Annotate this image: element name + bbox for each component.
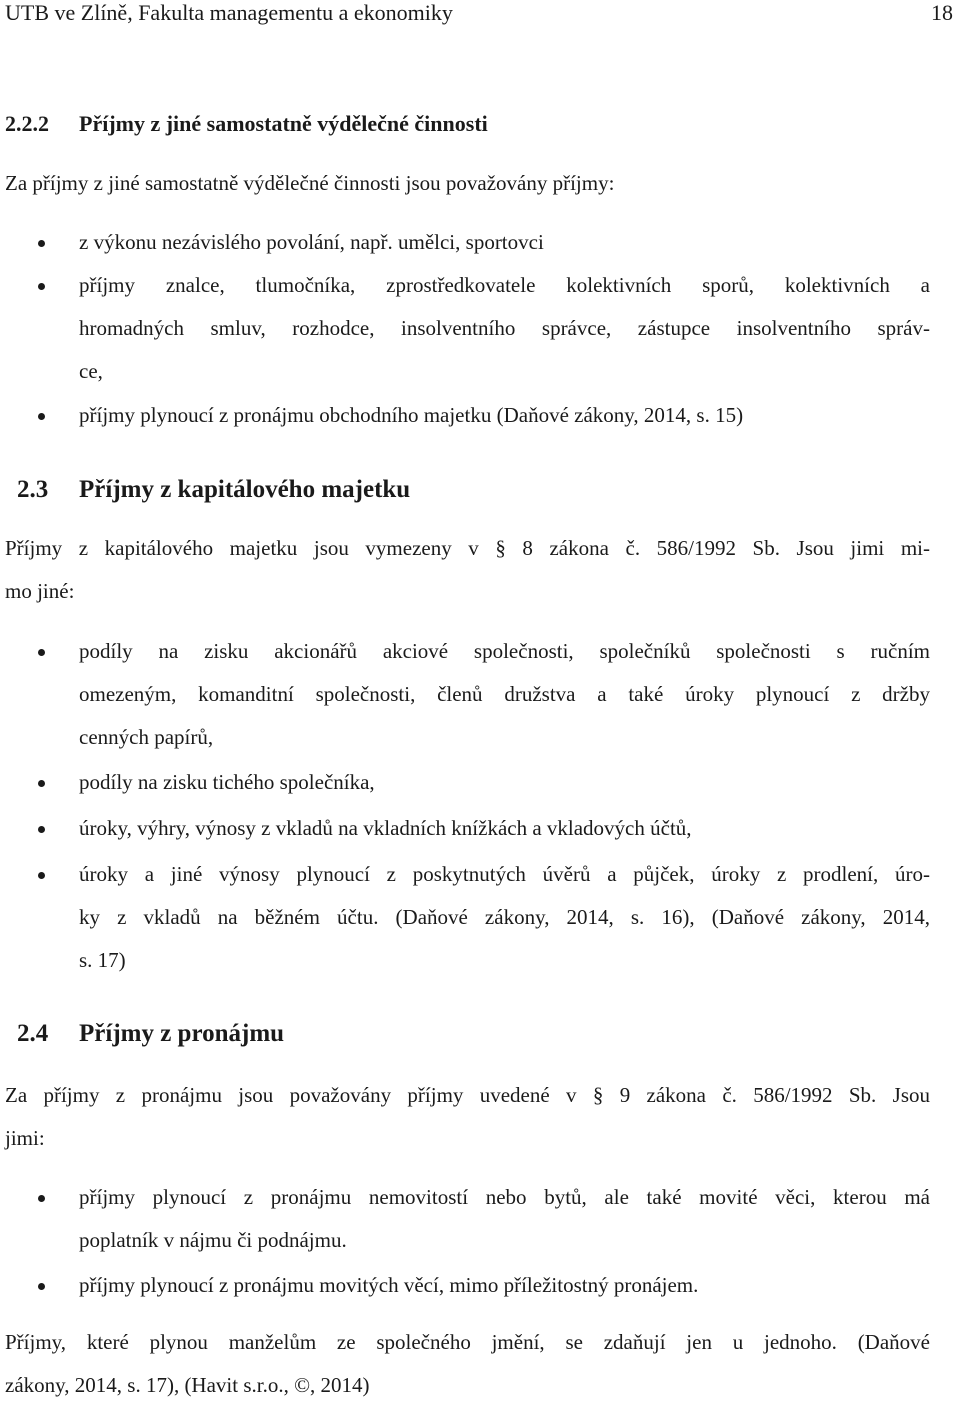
list-item-line: příjmy znalce, tlumočníka, zprostředkovatele kolektivních sporů, kolektivních a bbox=[79, 273, 930, 297]
page-number: 18 bbox=[931, 0, 953, 25]
paragraph-line: Příjmy z kapitálového majetku jsou vymezeny v § 8 zákona č. 586/1992 Sb. Jsou jimi mi- bbox=[5, 536, 930, 560]
list-item bbox=[79, 761, 930, 804]
paragraph-line: Příjmy, které plynou manželům ze společného jmění, se zdaňují jen u jednoho. (Daňové bbox=[5, 1330, 930, 1354]
header-title: UTB ve Zlíně, Fakulta managementu a ekonomiky bbox=[5, 0, 453, 25]
page-header bbox=[5, 0, 953, 30]
section-heading-2-2-2 bbox=[5, 110, 488, 138]
paragraph-line: Za příjmy z jiné samostatně výdělečné činnosti jsou považovány příjmy: bbox=[5, 171, 615, 195]
list-item bbox=[79, 264, 930, 393]
section-number: 2.2.2 bbox=[5, 111, 49, 136]
list-item bbox=[79, 1264, 930, 1307]
list-item bbox=[79, 394, 930, 437]
paragraph-line: Za příjmy z pronájmu jsou považovány příjmy uvedené v § 9 zákona č. 586/1992 Sb. Jsou bbox=[5, 1083, 930, 1107]
list-item-line: ky z vkladů na běžném účtu. (Daňové zákony, 2014, s. 16), (Daňové zákony, 2014, bbox=[79, 905, 930, 929]
list-item-line: s. 17) bbox=[79, 948, 126, 972]
list-item bbox=[79, 630, 930, 759]
bullet-icon bbox=[38, 780, 45, 787]
paragraph-line: zákony, 2014, s. 17), (Havit s.r.o., ©, 2014) bbox=[5, 1373, 370, 1397]
bullet-icon bbox=[38, 1283, 45, 1290]
list-item-line: z výkonu nezávislého povolání, např. umělci, sportovci bbox=[79, 230, 544, 254]
bullet-icon bbox=[38, 649, 45, 656]
bullet-icon bbox=[38, 283, 45, 290]
paragraph-line: jimi: bbox=[5, 1126, 45, 1150]
section-heading-2-4 bbox=[17, 1019, 284, 1049]
section-title: Příjmy z jiné samostatně výdělečné činnosti bbox=[79, 111, 488, 136]
list-item-line: poplatník v nájmu či podnájmu. bbox=[79, 1228, 347, 1252]
paragraph bbox=[5, 1074, 930, 1160]
section-title: Příjmy z kapitálového majetku bbox=[79, 476, 411, 503]
bullet-icon bbox=[38, 1195, 45, 1202]
paragraph bbox=[5, 1321, 930, 1407]
list-item-line: úroky a jiné výnosy plynoucí z poskytnutých úvěrů a půjček, úroky z prodlení, úro- bbox=[79, 862, 930, 886]
list-item-line: příjmy plynoucí z pronájmu obchodního majetku (Daňové zákony, 2014, s. 15) bbox=[79, 403, 744, 427]
list-item-line: úroky, výhry, výnosy z vkladů na vkladních knížkách a vkladových účtů, bbox=[79, 816, 692, 840]
list-item-line: podíly na zisku akcionářů akciové společnosti, společníků společnosti s ručním bbox=[79, 639, 930, 663]
bullet-icon bbox=[38, 413, 45, 420]
list-item bbox=[79, 807, 930, 850]
list-item-line: příjmy plynoucí z pronájmu movitých věcí, mimo příležitostný pronájem. bbox=[79, 1273, 699, 1297]
list-item-line: omezeným, komanditní společnosti, členů družstva a také úroky plynoucí z držby bbox=[79, 682, 930, 706]
section-number: 2.4 bbox=[17, 1020, 49, 1047]
list-item bbox=[79, 853, 930, 982]
list-item bbox=[79, 1176, 930, 1262]
list-item bbox=[79, 221, 930, 264]
bullet-icon bbox=[38, 826, 45, 833]
list-item-line: ce, bbox=[79, 359, 103, 383]
section-title: Příjmy z pronájmu bbox=[79, 1020, 285, 1047]
bullet-icon bbox=[38, 872, 45, 879]
list-item-line: cenných papírů, bbox=[79, 725, 214, 749]
list-item-line: hromadných smluv, rozhodce, insolventního správce, zástupce insolventního správ- bbox=[79, 316, 930, 340]
section-number: 2.3 bbox=[17, 476, 49, 503]
list-item-line: příjmy plynoucí z pronájmu nemovitostí nebo bytů, ale také movité věci, kterou má bbox=[79, 1185, 930, 1209]
paragraph bbox=[5, 527, 930, 613]
section-heading-2-3 bbox=[17, 475, 410, 505]
paragraph-line: mo jiné: bbox=[5, 579, 75, 603]
bullet-icon bbox=[38, 240, 45, 247]
paragraph bbox=[5, 162, 930, 205]
list-item-line: podíly na zisku tichého společníka, bbox=[79, 770, 375, 794]
